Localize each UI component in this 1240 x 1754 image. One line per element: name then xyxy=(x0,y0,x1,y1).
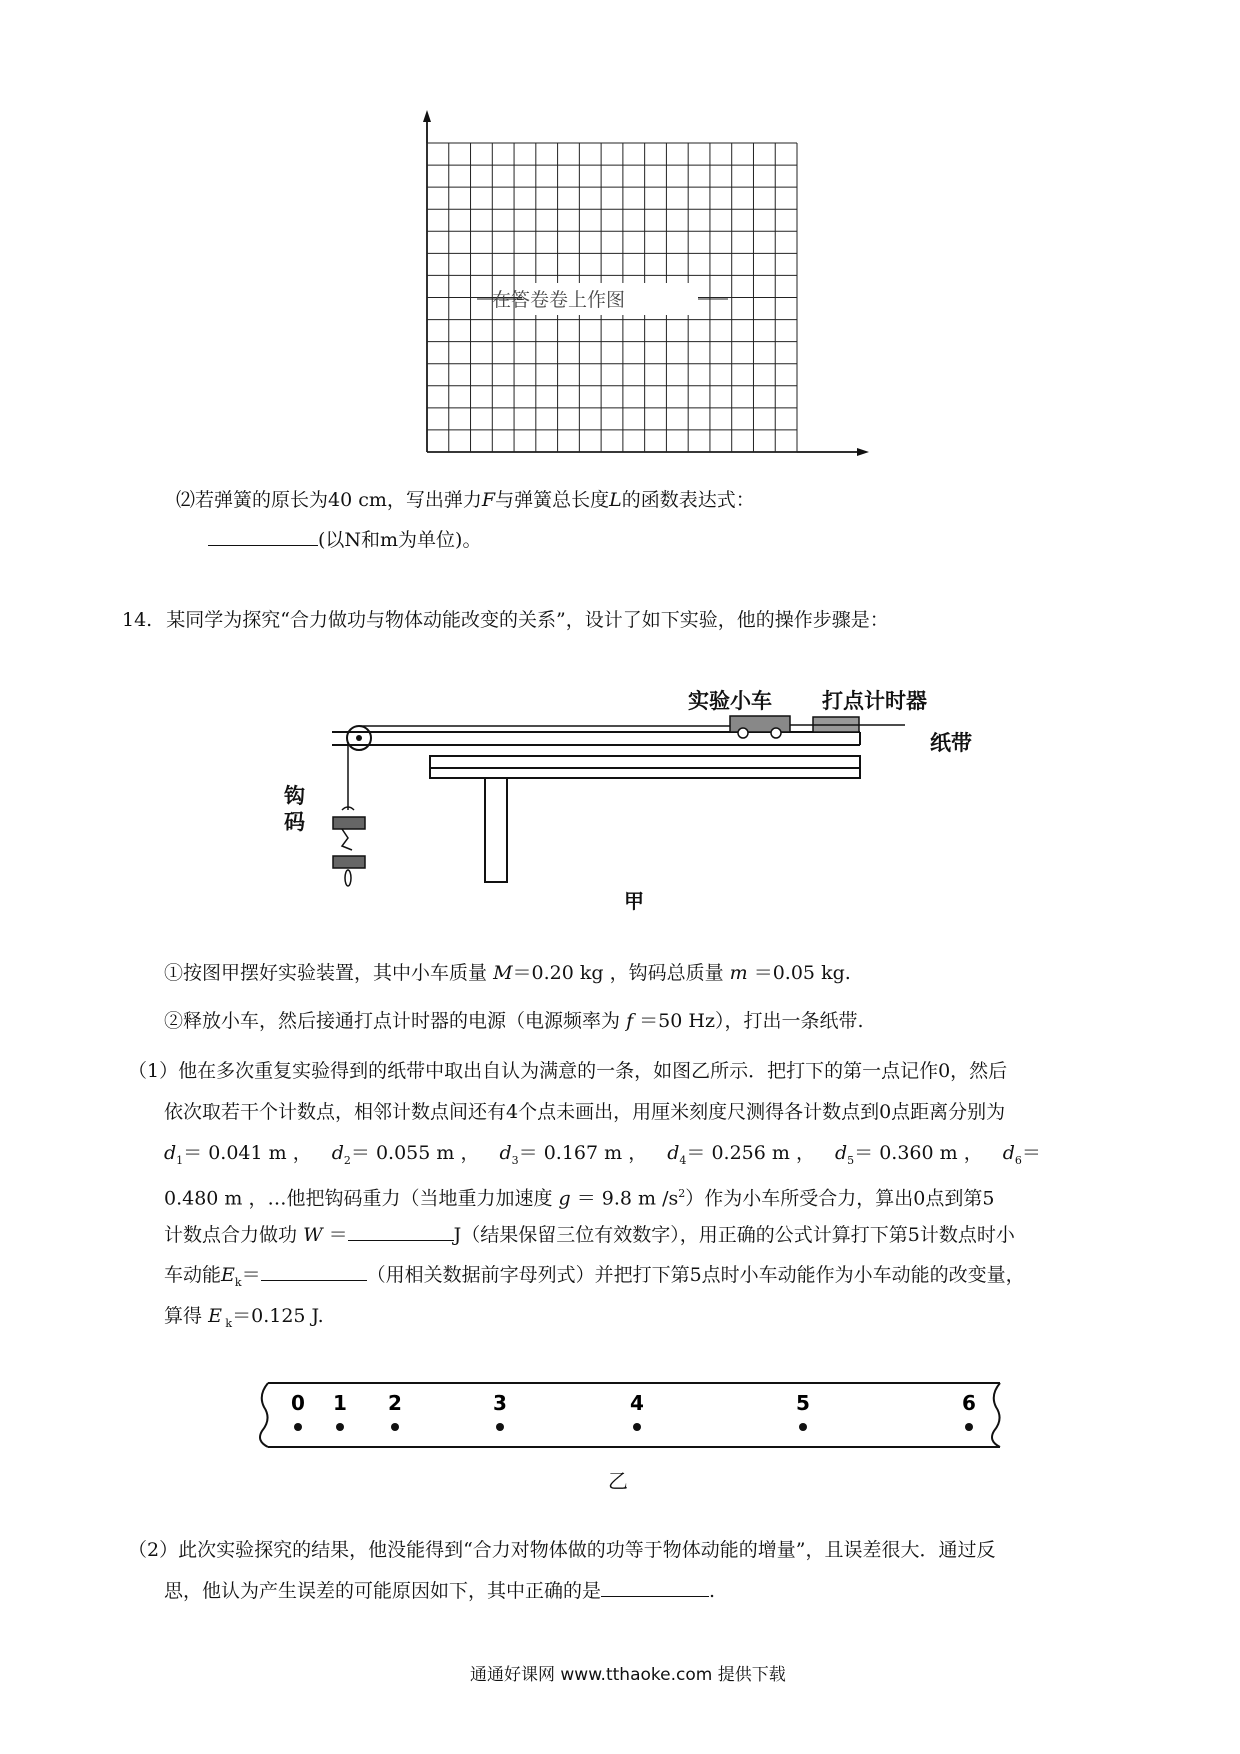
tape-point-dot xyxy=(294,1423,302,1431)
footer-text: 通通好课网 www.tthaoke.com 提供下载 xyxy=(470,1665,786,1685)
tape-point-label: 3 xyxy=(493,1391,507,1415)
grid-watermark: 在答卷卷上作图 xyxy=(492,289,626,311)
tape-point-dot xyxy=(633,1423,641,1431)
tape-point-label: 2 xyxy=(388,1391,402,1415)
answer-blank[interactable] xyxy=(208,527,318,546)
part2-line1: （2）此次实验探究的结果，他没能得到“合力对物体做的功等于物体动能的增量”，且误差很大．通过反 xyxy=(128,1539,996,1561)
tape-figure-yi xyxy=(250,1375,1020,1455)
q13-part2-line2: (以N和m为单位)。 xyxy=(208,527,481,553)
tape-point-label: 5 xyxy=(796,1391,810,1415)
part1-line6: 车动能$E_k=$ （用相关数据前字母列式）并把打下第5点时小车动能作为小车动能的改变量， xyxy=(164,1264,1025,1289)
step-1: ①按图甲摆好实验装置，其中小车质量 M＝0.20 kg ，钩码总质量 m ＝0.05 kg. xyxy=(164,962,851,984)
q14-intro: 14. 某同学为探究“合力做功与物体动能改变的关系”，设计了如下实验，他的操作步骤是： xyxy=(122,609,889,631)
tape-point-label: 4 xyxy=(630,1391,644,1415)
q13-part2-line1: ⑵若弹簧的原长为40 cm，写出弹力F与弹簧总长度L的函数表达式： xyxy=(176,489,755,511)
part1-line7: 算得 E $_k$＝0.125 J. xyxy=(164,1305,324,1330)
label-car: 实验小车 xyxy=(688,689,772,713)
tape-point-label: 6 xyxy=(962,1391,976,1415)
tape-point-dot xyxy=(391,1423,399,1431)
part1-line3: $d_1= 0.041$ m ， $d_2= 0.055$ m ， $d_3= 0.167$ m ， $d_4= 0.256$ m ， $d_5= 0.360$ m ， $d_6=$ xyxy=(164,1142,1041,1167)
answer-grid-figure xyxy=(410,110,870,460)
tape-point-dot xyxy=(799,1423,807,1431)
part2-line2: 思，他认为产生误差的可能原因如下，其中正确的是 . xyxy=(164,1580,716,1602)
tape-point-dot xyxy=(965,1423,973,1431)
label-weight: 钩码 xyxy=(284,784,305,834)
tape-point-label: 1 xyxy=(333,1391,347,1415)
label-timer: 打点计时器 xyxy=(822,689,927,713)
question-number: 14. xyxy=(122,609,153,631)
figure-caption-jia: 甲 xyxy=(624,889,644,913)
kinetic-energy-blank[interactable] xyxy=(261,1262,367,1281)
part1-line1: （1）他在多次重复实验得到的纸带中取出自认为满意的一条，如图乙所示．把打下的第一点记作0，然后 xyxy=(128,1060,1008,1082)
figure-caption-yi: 乙 xyxy=(608,1469,628,1493)
tape-point-label: 0 xyxy=(291,1391,305,1415)
reason-answer-blank[interactable] xyxy=(601,1578,709,1597)
tape-point-dot xyxy=(496,1423,504,1431)
part1-line2: 依次取若干个计数点，相邻计数点间还有4个点未画出，用厘米刻度尺测得各计数点到0点距离分别为 xyxy=(164,1101,1006,1123)
part1-line4: 0.480 m ，…他把钩码重力（当地重力加速度 g ＝ 9.8 m $/s^2$）作为小车所受合力，算出0点到第5 xyxy=(164,1187,995,1210)
work-answer-blank[interactable] xyxy=(348,1222,454,1241)
part1-line5: 计数点合力做功 W ＝ J（结果保留三位有效数字），用正确的公式计算打下第5计数点时小 xyxy=(164,1224,1015,1246)
tape-point-dot xyxy=(336,1423,344,1431)
label-tape: 纸带 xyxy=(930,731,972,755)
step-2: ②释放小车，然后接通打点计时器的电源（电源频率为 f ＝50 Hz），打出一条纸带. xyxy=(164,1010,864,1032)
